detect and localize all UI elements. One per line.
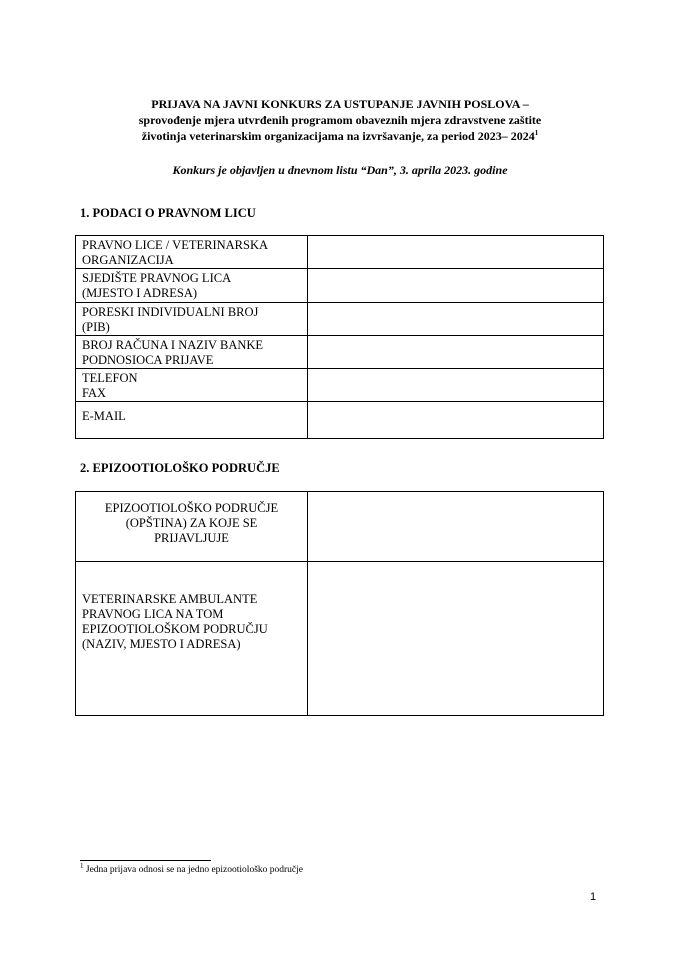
label-line: VETERINARSKE AMBULANTE bbox=[82, 592, 258, 606]
input-email[interactable] bbox=[308, 402, 604, 439]
table-row bbox=[76, 303, 604, 336]
legal-entity-table bbox=[75, 235, 604, 439]
row-label-phone-fax bbox=[76, 369, 308, 402]
label-line: PRIJAVLJUJE bbox=[154, 531, 229, 545]
table-row bbox=[76, 369, 604, 402]
row-label-pib bbox=[76, 303, 308, 336]
label-line: ORGANIZACIJA bbox=[82, 253, 174, 267]
label-line: PORESKI INDIVIDUALNI BROJ bbox=[82, 305, 259, 319]
input-bank-account[interactable] bbox=[308, 336, 604, 369]
table-row bbox=[76, 236, 604, 269]
title-line-1: PRIJAVA NA JAVNI KONKURS ZA USTUPANJE JAVNIH POSLOVA – bbox=[151, 97, 529, 111]
label-line: (NAZIV, MJESTO I ADRESA) bbox=[82, 637, 241, 651]
label-line: EPIZOOTIOLOŠKOM PODRUČJU bbox=[82, 622, 268, 636]
label-line: PRAVNO LICE / VETERINARSKA bbox=[82, 238, 269, 252]
input-legal-entity[interactable] bbox=[308, 236, 604, 269]
document-title bbox=[76, 96, 604, 144]
footnote-reference: 1 bbox=[534, 129, 539, 137]
label-line: BROJ RAČUNA I NAZIV BANKE bbox=[82, 338, 264, 352]
table-row bbox=[76, 402, 604, 439]
document-subtitle: Konkurs je objavljen u dnevnom listu “Dan”, 3. aprila 2023. godine bbox=[172, 163, 508, 177]
row-label-legal-entity bbox=[76, 236, 308, 269]
row-label-headquarters bbox=[76, 269, 308, 303]
label-line: TELEFON bbox=[82, 371, 138, 385]
footnote-divider bbox=[80, 860, 211, 861]
input-headquarters[interactable] bbox=[308, 269, 604, 303]
input-pib[interactable] bbox=[308, 303, 604, 336]
input-veterinary-clinics[interactable] bbox=[308, 562, 604, 716]
row-label-bank-account bbox=[76, 336, 308, 369]
title-line-2: sprovođenje mjera utvrđenih programom obaveznih mjera zdravstvene zaštite bbox=[138, 113, 542, 127]
label-line: E-MAIL bbox=[82, 409, 126, 423]
label-line: (MJESTO I ADRESA) bbox=[82, 286, 198, 300]
input-phone-fax[interactable] bbox=[308, 369, 604, 402]
label-line: SJEDIŠTE PRAVNOG LICA bbox=[82, 271, 232, 285]
input-epizootic-area[interactable] bbox=[308, 492, 604, 562]
footnote-text: Jedna prijava odnosi se na jedno epizootiološko područje bbox=[83, 865, 304, 875]
footnote bbox=[80, 861, 304, 875]
epizootic-area-table bbox=[75, 491, 604, 716]
section-1-heading: 1. PODACI O PRAVNOM LICU bbox=[80, 206, 256, 220]
row-label-epizootic-area bbox=[76, 492, 308, 562]
label-line: (OPŠTINA) ZA KOJE SE bbox=[125, 516, 258, 530]
table-row bbox=[76, 269, 604, 303]
footnote-marker: 1 bbox=[80, 861, 84, 870]
table-row bbox=[76, 336, 604, 369]
title-line-3-text: životinja veterinarskim organizacijama na izvršavanje, za period 2023– 2024 bbox=[141, 129, 535, 143]
table-row bbox=[76, 562, 604, 716]
section-2-heading: 2. EPIZOOTIOLOŠKO PODRUČJE bbox=[80, 461, 280, 475]
title-line-3 bbox=[76, 128, 604, 144]
row-label-veterinary-clinics bbox=[76, 562, 308, 716]
label-line: PODNOSIOCA PRIJAVE bbox=[82, 353, 214, 367]
row-label-email bbox=[76, 402, 308, 439]
label-line: (PIB) bbox=[82, 320, 110, 334]
label-line: FAX bbox=[82, 386, 107, 400]
table-row bbox=[76, 492, 604, 562]
label-line: PRAVNOG LICA NA TOM bbox=[82, 607, 224, 621]
label-line: EPIZOOTIOLOŠKO PODRUČJE bbox=[104, 501, 279, 515]
page-number: 1 bbox=[590, 891, 597, 903]
